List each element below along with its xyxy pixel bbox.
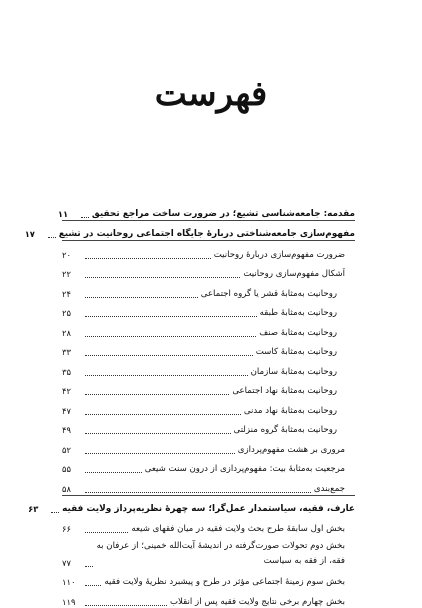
toc-entry-title: عارف، فقیه، سیاستمدار عمل‌گرا؛ سه چهرهٔ نظریه‌پرداز ولایت فقیه <box>62 504 355 514</box>
toc-entry-title: روحانیت به‌مثابهٔ سازمان <box>250 366 337 377</box>
toc-page-number: ۴۷ <box>62 405 71 416</box>
dot-leader <box>85 276 240 278</box>
dot-leader <box>85 531 128 533</box>
toc-entry[interactable] <box>24 221 355 242</box>
toc-entry-title: روحانیت به‌مثابهٔ نهاد مدنی <box>243 405 337 416</box>
toc-entry[interactable] <box>62 280 355 300</box>
toc-page-number: ۶۳ <box>28 504 39 514</box>
dot-leader <box>85 393 229 395</box>
toc-entry-title: مفهوم‌سازی جامعه‌شناختی دربارهٔ جایگاه اجتماعی روحانیت در تشیع <box>58 229 355 239</box>
toc-entry[interactable] <box>62 241 355 261</box>
toc-page-number: ۴۹ <box>62 425 71 435</box>
dot-leader <box>85 471 142 473</box>
toc-page-number: ۱۱۰ <box>62 577 76 587</box>
toc-page-number: ۷۷ <box>62 557 71 568</box>
dot-leader <box>85 452 235 454</box>
toc-entry[interactable] <box>62 588 355 608</box>
toc-entry-title: بخش چهارم برخی نتایج ولایت فقیه پس از انقلاب <box>169 596 345 607</box>
toc-page-number: ۵۸ <box>62 483 71 494</box>
dot-leader <box>48 236 56 238</box>
toc-page-number: ۲۵ <box>62 308 71 318</box>
toc-entry[interactable] <box>62 515 355 535</box>
dot-leader <box>85 584 101 586</box>
toc-entry-title: مرجعیت به‌مثابهٔ بیت: مفهوم‌پردازی از درون سنت شیعی <box>144 464 345 474</box>
toc-entry-title: روحانیت به‌مثابهٔ گروه منزلتی <box>233 425 337 435</box>
toc-entry[interactable] <box>62 569 355 589</box>
toc-page-number: ۳۵ <box>62 366 71 377</box>
toc-entry[interactable] <box>62 417 355 437</box>
toc-entry-title: ضرورت مفهوم‌سازی دربارهٔ روحانیت <box>213 249 345 260</box>
toc-page-number: ۵۲ <box>62 444 71 455</box>
toc-page-number: ۶۶ <box>62 523 71 534</box>
toc-entry[interactable] <box>62 300 355 320</box>
toc-entry-title: روحانیت به‌مثابهٔ کاست <box>255 347 337 357</box>
table-of-contents <box>24 200 355 608</box>
dot-leader <box>85 604 167 606</box>
toc-page-number: ۲۰ <box>62 249 71 260</box>
toc-entry[interactable] <box>62 378 355 398</box>
dot-leader <box>85 491 311 493</box>
toc-entry[interactable] <box>57 200 355 221</box>
toc-entry[interactable] <box>28 496 355 516</box>
toc-entry[interactable] <box>62 456 355 476</box>
dot-leader <box>85 565 93 567</box>
dot-leader <box>85 432 231 434</box>
dot-leader <box>85 335 256 337</box>
toc-page-number: ۳۳ <box>62 347 71 357</box>
toc-entry-title: بخش اول سابقهٔ طرح بحث ولایت فقیه در میان فقهای شیعه <box>131 523 345 534</box>
toc-entry-title: روحانیت به‌مثابهٔ قشر یا گروه اجتماعی <box>200 288 337 299</box>
toc-page-number: ۱۱۹ <box>62 596 76 607</box>
toc-entry-title: روحانیت به‌مثابهٔ طبقه <box>259 308 337 318</box>
toc-entry[interactable] <box>62 339 355 359</box>
toc-entry[interactable] <box>62 475 355 496</box>
dot-leader <box>51 511 59 513</box>
dot-leader <box>85 354 253 356</box>
toc-entry[interactable] <box>62 397 355 417</box>
dot-leader <box>85 413 241 415</box>
toc-entry[interactable] <box>62 358 355 378</box>
toc-entry-title: مروری بر هشت مفهوم‌پردازی <box>237 444 345 455</box>
toc-entry-title: جمع‌بندی <box>313 483 345 494</box>
dot-leader <box>85 296 198 298</box>
toc-entry-title: روحانیت به‌مثابهٔ صنف <box>259 327 337 338</box>
toc-entry[interactable] <box>62 261 355 281</box>
toc-entry[interactable] <box>62 436 355 456</box>
toc-entry-title: مقدمه: جامعه‌شناسی تشیع؛ در ضرورت ساخت مراجع تحقیق <box>91 208 355 219</box>
dot-leader <box>85 374 248 376</box>
toc-entry-title: بخش دوم تحولات صورت‌گرفته در اندیشهٔ آیت‌الله خمینی؛ از عرفان به فقه، از فقه به سیاست <box>96 540 345 566</box>
dot-leader <box>81 216 89 218</box>
toc-entry-title: روحانیت به‌مثابهٔ نهاد اجتماعی <box>232 386 337 396</box>
toc-page-number: ۲۸ <box>62 327 71 338</box>
toc-entry-title: بخش سوم زمینهٔ اجتماعی مؤثر در طرح و پیشبرد نظریهٔ ولایت فقیه <box>104 577 345 587</box>
toc-page-number: ۱۷ <box>24 229 35 239</box>
dot-leader <box>85 315 257 317</box>
toc-page-number: ۱۱ <box>57 208 69 219</box>
toc-entry[interactable] <box>62 319 355 339</box>
toc-page-number: ۲۴ <box>62 288 71 299</box>
page-title: فهرست <box>154 74 268 114</box>
toc-entry-title: اَشکال مفهوم‌سازی روحانیت <box>243 269 345 279</box>
toc-page-number: ۵۵ <box>62 464 71 474</box>
dot-leader <box>85 257 211 259</box>
toc-page-number: ۲۲ <box>62 269 71 279</box>
toc-page-number: ۴۲ <box>62 386 71 396</box>
toc-entry[interactable] <box>62 535 355 569</box>
